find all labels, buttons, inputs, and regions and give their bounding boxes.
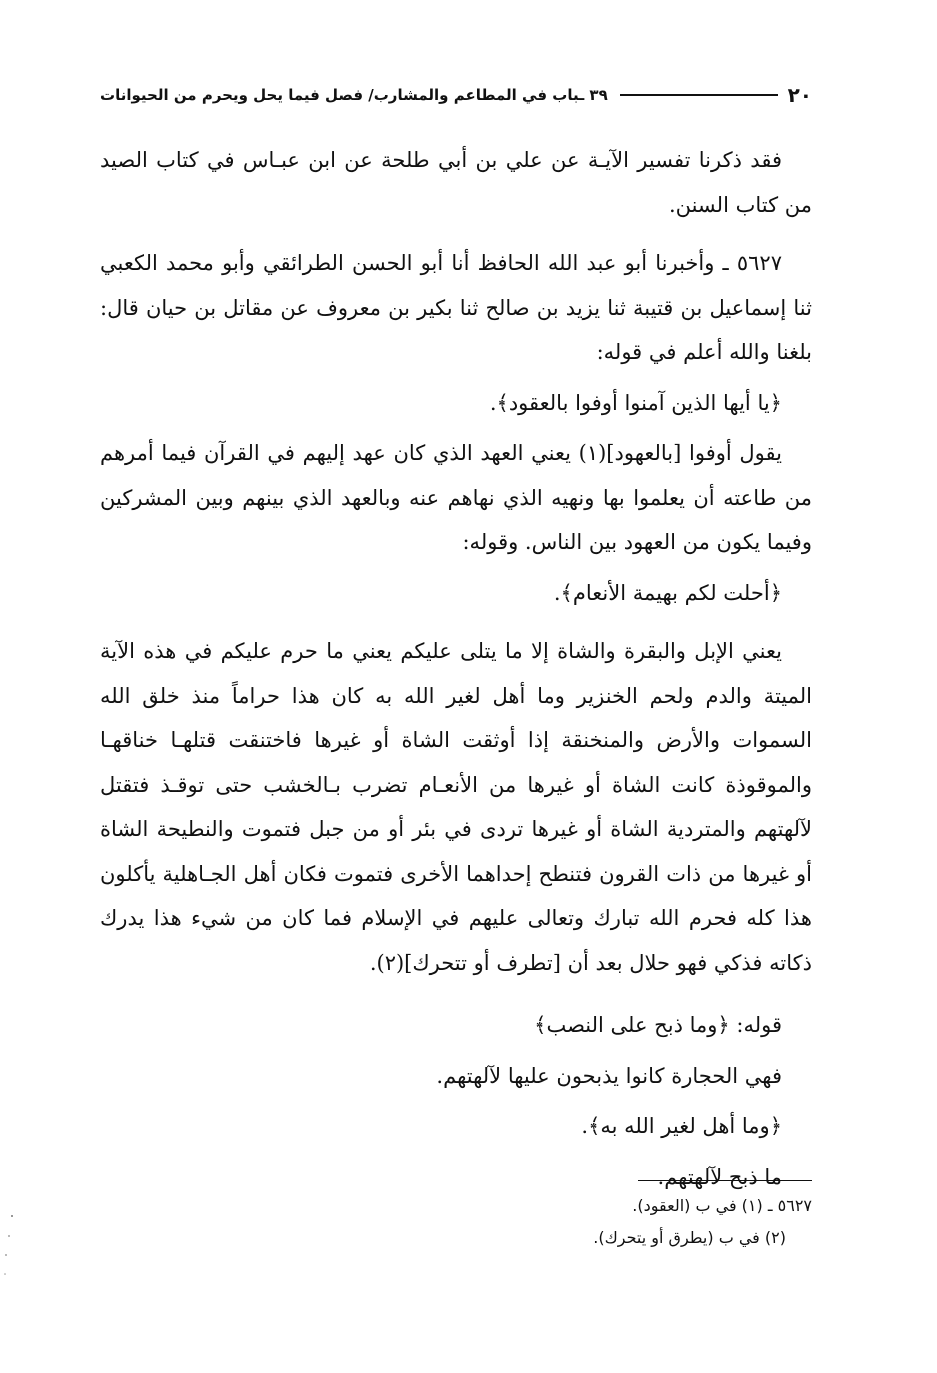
footnote: ٥٦٢٧ ـ (١) في ب (العقود).	[632, 1196, 812, 1215]
running-title: ٣٩ ـباب في المطاعم والمشارب/ فصل فيما يحل ويحرم من الحيوانات	[100, 86, 608, 104]
footnotes	[400, 1190, 812, 1254]
book-page	[100, 0, 812, 1373]
paragraph: فقد ذكرنا تفسير الآيـة عن علي بن أبي طلحة عن ابن عبـاس في كتاب الصيد من كتاب السنن.	[100, 148, 812, 217]
paragraph: يقول أوفوا [بالعهود](١) يعني العهد الذي كان عهد إليهم في القرآن فيما أمرهم من طاعته أن يعلموا بها ونهيه الذي نهاهم عنه وبالعهد الذي بينهم وبين المشركين وفيما يكون من العهود بين الناس. وقوله:	[100, 441, 812, 554]
paragraph: ما ذبح لآلهتهم.	[657, 1164, 782, 1189]
footnote: (٢) في ب (يطرق أو يتحرك).	[593, 1228, 786, 1247]
quranic-verse: قوله: ﴿وما ذبح على النصب﴾	[534, 1013, 782, 1037]
hadith-paragraph: ٥٦٢٧ ـ وأخبرنا أبو عبد الله الحافظ أنا أبو الحسن الطرائقي وأبو محمد الكعبي ثنا إسماعيل بن قتيبة ثنا يزيد بن صالح ثنا بكير بن معروف عن مقاتل بن حيان قال: بلغنا والله أعلم في قوله:	[100, 251, 812, 364]
quranic-verse: ﴿يا أيها الذين آمنوا أوفوا بالعقود﴾.	[489, 390, 782, 415]
quranic-verse: ﴿وما أهل لغير الله به﴾.	[581, 1114, 782, 1138]
footnote-rule	[638, 1180, 812, 1181]
page-number: ٢٠	[787, 83, 812, 107]
paragraph: يعني الإبل والبقرة والشاة إلا ما يتلى عليكم يعني ما حرم عليكم في هذه الآية الميتة والدم ولحم الخنزير وما أهل لغير الله به كان هذا حراماً منذ خلق الله السموات والأرض والمنخنقة إذا أوثقت الشاة أو غيرها فاختنقت قتلهـا خناقهـا والموقوذة كانت الشاة أو غيرها من الأنعـام تضرب بـالخشب حتى توقـذ فتقتل لآلهتهم والمتردية الشاة أو غيرها تردى في بئر أو من جبل فتموت والنطيحة الشاة أو غيرها من ذات القرون فتنطح إحداهما الأخرى فتموت فكان أهل الجـاهلية يأكلون هذا كله فحرم الله تبارك وتعالى عليهم في الإسلام فما كان من شيء هذا يدرك ذكاته فذكي فهو حلال بعد أن [تطرف أو تتحرك](٢).	[100, 639, 812, 975]
scan-artifact	[2, 1210, 16, 1290]
paragraph: فهي الحجارة كانوا يذبحون عليها لآلهتهم.	[436, 1063, 782, 1088]
header-rule	[620, 94, 778, 96]
page-header	[100, 78, 812, 112]
main-text	[100, 138, 812, 1199]
verse-commentary	[100, 1003, 812, 1199]
quranic-verse: ﴿أحلت لكم بهيمة الأنعام﴾.	[553, 580, 782, 605]
